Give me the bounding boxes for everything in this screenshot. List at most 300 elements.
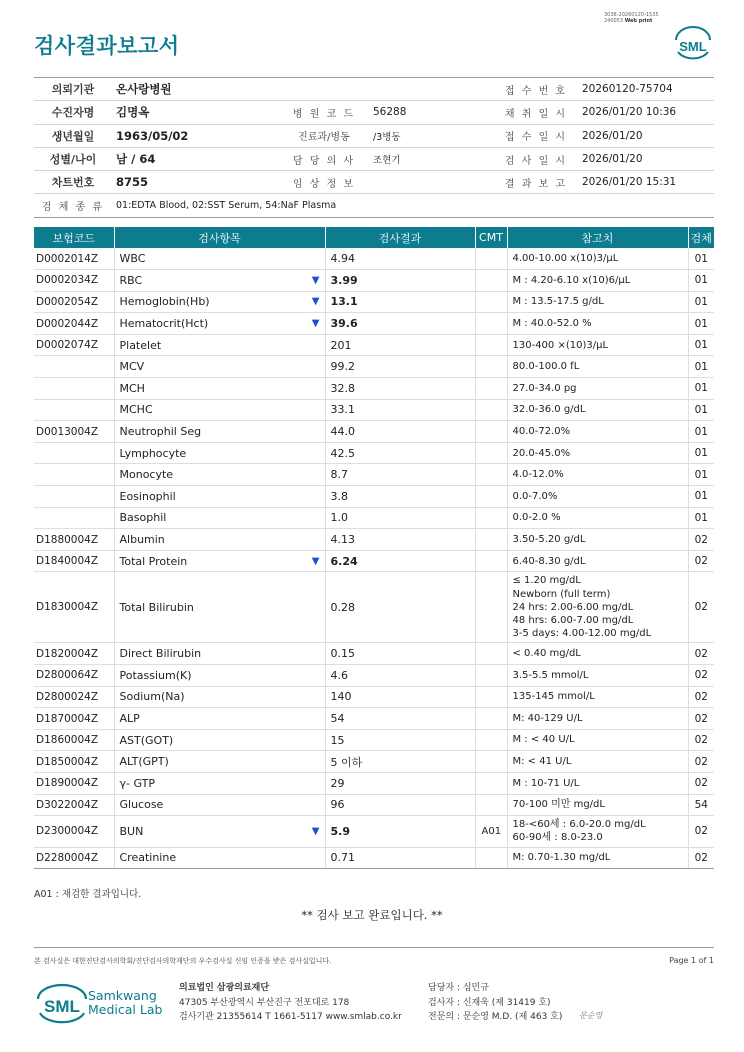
specimen-cell: 01 (688, 334, 714, 356)
info-row (34, 78, 714, 101)
reference-range-line: 18-<60세 : 6.0-20.0 mg/dL (512, 819, 646, 831)
test-result-cell: 4.13 (325, 529, 475, 551)
test-item-wrap (120, 734, 320, 747)
test-item-cell (114, 686, 325, 708)
samkwang-logo-brand: SML (44, 997, 80, 1016)
test-item-cell (114, 708, 325, 730)
test-item-cell (114, 507, 325, 529)
hospital-code-label: 병 원 코 드 (279, 101, 369, 124)
test-item-name: Direct Bilirubin (119, 647, 202, 661)
specimen-cell: 01 (688, 248, 714, 270)
results-table (34, 227, 714, 869)
test-item-name: Hemoglobin(Hb) (119, 295, 210, 309)
test-item-wrap (120, 669, 320, 682)
test-item-wrap (120, 360, 320, 373)
certification-note: 본 검사실은 대한진단검사의학회/진단검사의학재단의 우수검사실 신임 인증을 받은 검사실입니다. (34, 957, 332, 965)
reference-range-cell: M : 13.5-17.5 g/dL (507, 291, 688, 313)
reference-range-line: 60-90세 : 8.0-23.0 (512, 832, 603, 844)
table-row (34, 729, 714, 751)
reference-range-cell: 135-145 mmol/L (507, 686, 688, 708)
specimen-cell: 02 (688, 665, 714, 687)
test-result-cell: 39.6 (325, 313, 475, 335)
low-flag-arrow-down-icon: ▼ (311, 296, 320, 308)
table-row (34, 464, 714, 486)
test-item-cell (114, 248, 325, 270)
cmt-note: A01 : 재검한 결과입니다. (34, 889, 142, 900)
test-item-wrap (120, 490, 320, 503)
reference-range-cell: 3.5-5.5 mmol/L (507, 665, 688, 687)
test-item-cell (114, 356, 325, 378)
test-result-cell: 201 (325, 334, 475, 356)
sml-logo-text: SML (679, 39, 707, 54)
page-number: Page 1 of 1 (669, 956, 714, 965)
reference-range-line: Newborn (full term) (512, 588, 611, 600)
test-result-cell: 42.5 (325, 442, 475, 464)
insurance-code-cell: D1850004Z (34, 751, 114, 773)
insurance-code-cell: D2300004Z (34, 816, 114, 847)
low-flag-arrow-down-icon: ▼ (311, 318, 320, 330)
reference-range-cell (507, 572, 688, 643)
test-date: 2026/01/20 (578, 147, 714, 170)
reference-range-cell: M : < 40 U/L (507, 729, 688, 751)
insurance-code-cell: D1820004Z (34, 643, 114, 665)
test-result-cell: 29 (325, 772, 475, 794)
reference-range-cell: 0.0-2.0 % (507, 507, 688, 529)
comment-cell (475, 248, 507, 270)
receipt-no: 20260120-75704 (578, 78, 714, 101)
test-item-wrap (120, 851, 320, 864)
test-item-cell (114, 486, 325, 508)
test-item-wrap (120, 511, 320, 524)
test-item-wrap (120, 252, 320, 265)
insurance-code-cell (34, 378, 114, 400)
insurance-code-cell (34, 399, 114, 421)
table-row (34, 507, 714, 529)
reference-range-cell: M : 10-71 U/L (507, 772, 688, 794)
test-item-name: Neutrophil Seg (119, 425, 202, 439)
reference-range-line: 24 hrs: 2.00-6.00 mg/dL (512, 601, 634, 613)
print-id-line2 (604, 18, 659, 24)
org-name: 의료법인 삼광의료재단 (179, 983, 270, 993)
test-item-cell (114, 847, 325, 869)
reference-range-cell: 4.0-12.0% (507, 464, 688, 486)
table-row (34, 772, 714, 794)
specimen-cell: 02 (688, 686, 714, 708)
print-id-line1: 3038-20260120-1535 (604, 12, 659, 18)
requesting-institution: 온사랑병원 (112, 78, 494, 101)
reference-range-cell: 0.0-7.0% (507, 486, 688, 508)
test-item-wrap (120, 825, 320, 838)
reference-range-cell: 32.0-36.0 g/dL (507, 399, 688, 421)
info-row (34, 101, 714, 124)
comment-cell (475, 334, 507, 356)
sex-age-label: 성별/나이 (34, 147, 112, 170)
test-item-cell (114, 772, 325, 794)
test-item-wrap (120, 690, 320, 703)
insurance-code-cell: D1890004Z (34, 772, 114, 794)
reference-range-line: ≤ 1.20 mg/dL (512, 575, 581, 587)
comment-cell (475, 772, 507, 794)
insurance-code-cell: D3022004Z (34, 794, 114, 816)
test-item-name: Lymphocyte (119, 446, 187, 460)
receipt-date: 2026/01/20 (578, 124, 714, 147)
collection-datetime-label: 채 취 일 시 (494, 101, 578, 124)
specimen-cell: 01 (688, 313, 714, 335)
test-item-wrap (120, 403, 320, 416)
test-result-cell: 1.0 (325, 507, 475, 529)
comment-cell (475, 665, 507, 687)
table-row (34, 270, 714, 292)
department: /3병동 (369, 124, 494, 147)
report-datetime: 2026/01/20 15:31 (578, 171, 714, 194)
comment-cell (475, 708, 507, 730)
col-header-reference: 참고치 (507, 227, 688, 248)
insurance-code-cell: D2800024Z (34, 686, 114, 708)
print-label: Web print (624, 18, 653, 24)
specimen-types: 01:EDTA Blood, 02:SST Serum, 54:NaF Plasma (112, 194, 714, 217)
info-row (34, 171, 714, 194)
clinical-info-label: 임 상 정 보 (279, 171, 369, 194)
test-result-cell: 3.99 (325, 270, 475, 292)
comment-cell (475, 643, 507, 665)
test-result-cell: 13.1 (325, 291, 475, 313)
reference-range-cell: M: 40-129 U/L (507, 708, 688, 730)
specimen-cell: 02 (688, 550, 714, 572)
specimen-cell: 01 (688, 291, 714, 313)
test-result-cell: 0.15 (325, 643, 475, 665)
low-flag-arrow-down-icon: ▼ (311, 825, 320, 837)
test-item-cell (114, 794, 325, 816)
test-item-name: Sodium(Na) (119, 690, 185, 704)
comment-cell (475, 399, 507, 421)
specimen-cell: 01 (688, 442, 714, 464)
test-item-name: Basophil (119, 511, 167, 525)
test-item-wrap (120, 555, 320, 568)
reference-range-cell: 40.0-72.0% (507, 421, 688, 443)
table-row (34, 794, 714, 816)
comment-cell (475, 794, 507, 816)
test-result-cell: 54 (325, 708, 475, 730)
test-item-name: Monocyte (119, 468, 174, 482)
samkwang-logo-text (88, 989, 162, 1017)
test-item-cell (114, 270, 325, 292)
test-item-wrap (120, 425, 320, 438)
insurance-code-cell: D0002034Z (34, 270, 114, 292)
org-address: 47305 부산광역시 부산진구 전포대로 178 (179, 997, 350, 1008)
test-result-cell: 0.71 (325, 847, 475, 869)
insurance-code-cell: D1860004Z (34, 729, 114, 751)
insurance-code-cell: D2800064Z (34, 665, 114, 687)
test-item-name: Total Protein (119, 554, 188, 568)
test-item-cell (114, 399, 325, 421)
test-item-wrap (120, 339, 320, 352)
table-row (34, 708, 714, 730)
insurance-code-cell (34, 464, 114, 486)
test-result-cell: 6.24 (325, 550, 475, 572)
comment-cell (475, 729, 507, 751)
organization-info (179, 981, 402, 1025)
test-item-name: γ- GTP (119, 776, 155, 790)
comment-cell (475, 686, 507, 708)
table-row (34, 572, 714, 643)
col-header-result: 검사결과 (325, 227, 475, 248)
specimen-cell: 01 (688, 356, 714, 378)
table-row (34, 442, 714, 464)
comment-cell (475, 442, 507, 464)
specimen-cell: 02 (688, 529, 714, 551)
specimen-cell: 01 (688, 486, 714, 508)
reference-range-cell: M: 0.70-1.30 mg/dL (507, 847, 688, 869)
chart-no-label: 차트번호 (34, 171, 112, 194)
test-result-cell: 5.9 (325, 816, 475, 847)
specimen-cell: 01 (688, 421, 714, 443)
results-body (34, 248, 714, 869)
test-item-name: MCV (119, 360, 145, 374)
comment-cell (475, 270, 507, 292)
test-result-cell: 32.8 (325, 378, 475, 400)
insurance-code-cell (34, 356, 114, 378)
birth-label: 생년월일 (34, 124, 112, 147)
comment-cell (475, 421, 507, 443)
comment-cell (475, 529, 507, 551)
report-complete-text: ** 검사 보고 완료입니다. ** (301, 908, 443, 922)
table-row (34, 291, 714, 313)
test-item-name: Creatinine (119, 851, 177, 865)
sml-logo (672, 26, 714, 62)
reference-range-cell: 4.00-10.00 x(10)3/μL (507, 248, 688, 270)
test-result-cell: 0.28 (325, 572, 475, 643)
test-item-cell (114, 378, 325, 400)
table-row (34, 399, 714, 421)
reference-range-cell: 20.0-45.0% (507, 442, 688, 464)
birth: 1963/05/02 (112, 124, 279, 147)
test-item-cell (114, 643, 325, 665)
test-item-wrap (120, 274, 320, 287)
test-result-cell: 99.2 (325, 356, 475, 378)
print-id (604, 12, 659, 24)
test-item-name: Platelet (119, 338, 162, 352)
test-result-cell: 140 (325, 686, 475, 708)
reference-range-cell: 6.40-8.30 g/dL (507, 550, 688, 572)
specimen-cell: 02 (688, 708, 714, 730)
insurance-code-cell: D0013004Z (34, 421, 114, 443)
specimen-cell: 02 (688, 772, 714, 794)
test-item-name: MCHC (119, 403, 153, 417)
requesting-institution-label: 의뢰기관 (34, 78, 112, 101)
specimen-types-label: 검 체 종 류 (34, 194, 112, 217)
clinical-info (369, 171, 494, 194)
comment-cell (475, 486, 507, 508)
specimen-cell: 01 (688, 507, 714, 529)
hospital-code: 56288 (369, 101, 494, 124)
patient-info-table (34, 77, 714, 218)
test-item-cell (114, 291, 325, 313)
test-item-name: ALP (119, 712, 140, 725)
test-item-wrap (120, 295, 320, 308)
info-row (34, 147, 714, 170)
comment-cell: A01 (475, 816, 507, 847)
table-row (34, 686, 714, 708)
test-result-cell: 44.0 (325, 421, 475, 443)
test-result-cell: 4.94 (325, 248, 475, 270)
insurance-code-cell: D0002014Z (34, 248, 114, 270)
insurance-code-cell (34, 507, 114, 529)
test-item-cell (114, 550, 325, 572)
test-item-cell (114, 334, 325, 356)
table-row (34, 313, 714, 335)
test-item-name: Hematocrit(Hct) (119, 317, 209, 331)
test-item-wrap (120, 647, 320, 660)
table-row (34, 550, 714, 572)
table-row (34, 378, 714, 400)
specimen-cell: 02 (688, 643, 714, 665)
test-item-name: ALT(GPT) (119, 755, 169, 769)
col-header-cmt: CMT (475, 227, 507, 248)
table-row (34, 356, 714, 378)
info-row (34, 194, 714, 217)
staff-tester: 검사자 : 신재욱 (제 31419 호) (428, 997, 551, 1008)
table-row (34, 751, 714, 773)
test-item-name: Potassium(K) (119, 668, 192, 682)
comment-cell (475, 313, 507, 335)
low-flag-arrow-down-icon: ▼ (311, 555, 320, 567)
specimen-cell: 01 (688, 378, 714, 400)
test-item-wrap (120, 798, 320, 811)
insurance-code-cell: D2280004Z (34, 847, 114, 869)
comment-cell (475, 464, 507, 486)
doctor: 조현기 (369, 147, 494, 170)
test-item-wrap (120, 447, 320, 460)
table-row (34, 816, 714, 847)
footer-divider (34, 947, 714, 948)
comment-cell (475, 572, 507, 643)
specimen-cell: 02 (688, 751, 714, 773)
table-row (34, 421, 714, 443)
table-row (34, 334, 714, 356)
test-item-wrap (120, 468, 320, 481)
test-item-wrap (120, 777, 320, 790)
insurance-code-cell: D1840004Z (34, 550, 114, 572)
test-item-name: Glucose (119, 798, 164, 812)
patient-name: 김명옥 (112, 101, 279, 124)
comment-cell (475, 847, 507, 869)
staff-manager: 담당자 : 심민규 (428, 983, 489, 993)
report-datetime-label: 결 과 보 고 (494, 171, 578, 194)
comment-cell (475, 356, 507, 378)
test-item-cell (114, 665, 325, 687)
reference-range-cell: < 0.40 mg/dL (507, 643, 688, 665)
collection-datetime: 2026/01/20 10:36 (578, 101, 714, 124)
reference-range-cell: M: < 41 U/L (507, 751, 688, 773)
test-item-wrap (120, 382, 320, 395)
comment-cell (475, 291, 507, 313)
print-id-number: 240053 (604, 18, 624, 24)
test-result-cell: 4.6 (325, 665, 475, 687)
table-row (34, 847, 714, 869)
test-item-wrap (120, 755, 320, 768)
insurance-code-cell: D0002074Z (34, 334, 114, 356)
comment-cell (475, 507, 507, 529)
test-item-name: AST(GOT) (119, 733, 174, 747)
org-contact: 검사기관 21355614 T 1661-5117 www.smlab.co.kr (179, 1012, 402, 1022)
test-item-name: RBC (119, 273, 143, 287)
comment-cell (475, 751, 507, 773)
test-item-cell (114, 442, 325, 464)
test-item-wrap (120, 533, 320, 546)
doctor-label: 담 당 의 사 (279, 147, 369, 170)
sex-age: 남 / 64 (112, 147, 279, 170)
department-label: 진료과/병동 (279, 124, 369, 147)
col-header-item: 검사항목 (114, 227, 325, 248)
logo-line2: Medical Lab (88, 1002, 163, 1017)
insurance-code-cell: D1870004Z (34, 708, 114, 730)
specialist-signature: 문순영 (579, 1011, 603, 1020)
specimen-cell: 54 (688, 794, 714, 816)
test-result-cell: 96 (325, 794, 475, 816)
test-item-wrap (120, 317, 320, 330)
test-item-wrap (120, 712, 320, 725)
test-item-cell (114, 751, 325, 773)
reference-range-cell: M : 40.0-52.0 % (507, 313, 688, 335)
insurance-code-cell: D1880004Z (34, 529, 114, 551)
col-header-specimen: 검체 (688, 227, 714, 248)
test-date-label: 검 사 일 시 (494, 147, 578, 170)
comment-cell (475, 378, 507, 400)
logo-line1: Samkwang (88, 988, 157, 1003)
reference-range-cell: 80.0-100.0 fL (507, 356, 688, 378)
insurance-code-cell (34, 486, 114, 508)
test-item-name: Albumin (119, 533, 165, 547)
table-row (34, 643, 714, 665)
receipt-date-label: 접 수 일 시 (494, 124, 578, 147)
test-item-cell (114, 529, 325, 551)
test-item-name: Total Bilirubin (119, 600, 194, 614)
receipt-no-label: 접 수 번 호 (494, 78, 578, 101)
test-item-name: MCH (119, 381, 145, 395)
insurance-code-cell: D0002054Z (34, 291, 114, 313)
test-item-name: BUN (119, 824, 144, 838)
test-result-cell: 8.7 (325, 464, 475, 486)
test-item-cell (114, 313, 325, 335)
test-result-cell: 15 (325, 729, 475, 751)
staff-info (428, 981, 562, 1025)
specimen-cell: 01 (688, 399, 714, 421)
patient-name-label: 수진자명 (34, 101, 112, 124)
specimen-cell: 01 (688, 464, 714, 486)
reference-range-cell: 130-400 ×(10)3/μL (507, 334, 688, 356)
table-row (34, 529, 714, 551)
test-item-cell (114, 464, 325, 486)
specimen-cell: 02 (688, 572, 714, 643)
reference-range-cell: 3.50-5.20 g/dL (507, 529, 688, 551)
results-header-row (34, 227, 714, 248)
test-item-cell (114, 572, 325, 643)
test-item-cell (114, 421, 325, 443)
test-result-cell: 33.1 (325, 399, 475, 421)
insurance-code-cell: D0002044Z (34, 313, 114, 335)
test-item-name: WBC (119, 252, 146, 266)
reference-range-cell (507, 816, 688, 847)
test-result-cell: 5 이하 (325, 751, 475, 773)
info-row (34, 124, 714, 147)
comment-cell (475, 550, 507, 572)
reference-range-line: 3-5 days: 4.00-12.00 mg/dL (512, 628, 652, 640)
specimen-cell: 02 (688, 816, 714, 847)
test-item-wrap (120, 601, 320, 614)
test-item-cell (114, 816, 325, 847)
reference-range-cell: 70-100 미만 mg/dL (507, 794, 688, 816)
page-title: 검사결과보고서 (34, 34, 180, 58)
